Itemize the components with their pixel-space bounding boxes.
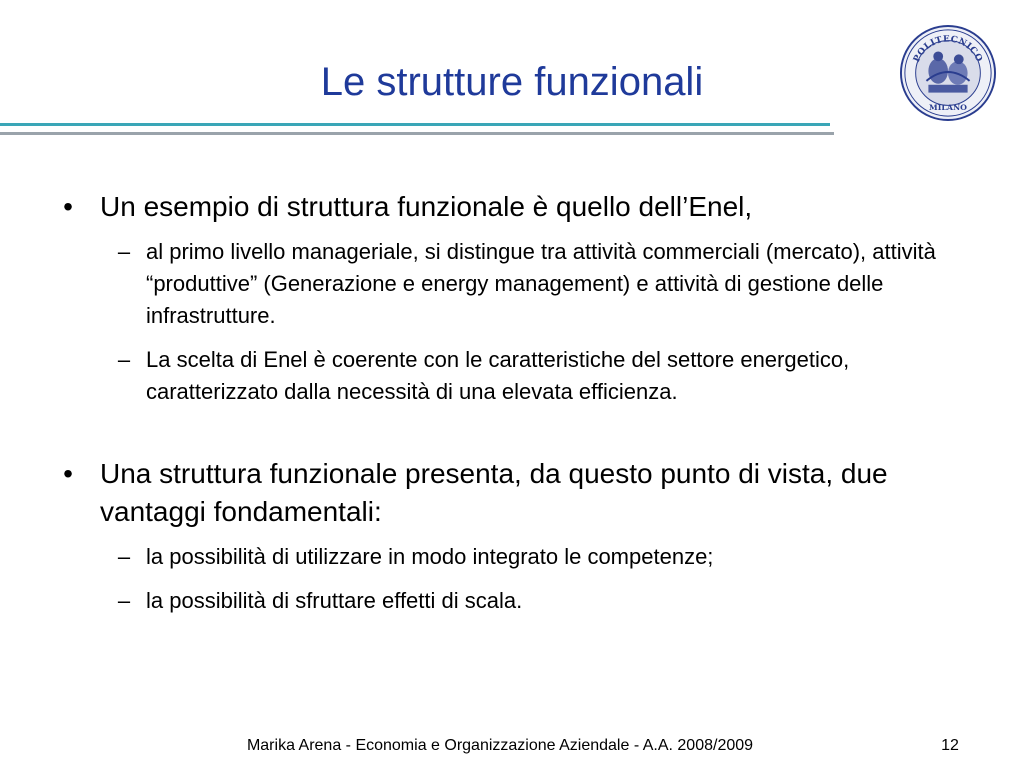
bullet-marker: •: [63, 458, 73, 489]
logo-text-top: POLITECNICO: [911, 34, 985, 64]
page-number: 12: [941, 737, 959, 754]
bullet-item-2: [63, 455, 950, 531]
dash-marker: –: [117, 347, 131, 372]
bullet-marker: •: [63, 191, 73, 222]
dash-marker: –: [117, 544, 131, 569]
dash-marker: –: [117, 588, 131, 613]
title-underline-teal: [0, 123, 830, 126]
bullet-text: Una struttura funzionale presenta, da questo punto di vista, due vantaggi fondamentali:: [100, 458, 888, 527]
bullet-item-1: [63, 188, 950, 226]
subbullet-text: al primo livello manageriale, si distingue tra attività commerciali (mercato), attività “produttive” (Generazione e energy management) e attività di gestione delle infrastrutture.: [146, 239, 936, 328]
politecnico-seal-icon: [899, 24, 997, 122]
subbullet-text: la possibilità di utilizzare in modo integrato le competenze;: [146, 544, 714, 569]
slide-title: Le strutture funzionali: [320, 60, 704, 104]
subbullet-item-2-2: [117, 585, 936, 617]
logo-text-bottom: MILANO: [929, 103, 967, 113]
logo-seal-graphic: [899, 24, 997, 122]
subbullet-item-1-1: [117, 236, 936, 332]
subbullet-item-2-1: [117, 541, 936, 573]
bullet-text: Un esempio di struttura funzionale è quello dell’Enel,: [100, 191, 753, 222]
subbullet-text: la possibilità di sfruttare effetti di scala.: [146, 588, 523, 613]
subbullet-item-1-2: [117, 344, 936, 408]
subbullet-text: La scelta di Enel è coerente con le caratteristiche del settore energetico, caratterizzato dalla necessità di una elevata efficienza.: [146, 347, 850, 404]
dash-marker: –: [117, 239, 131, 264]
title-underline-grey: [0, 132, 834, 135]
slide-footer: Marika Arena - Economia e Organizzazione Aziendale - A.A. 2008/2009: [246, 737, 754, 754]
